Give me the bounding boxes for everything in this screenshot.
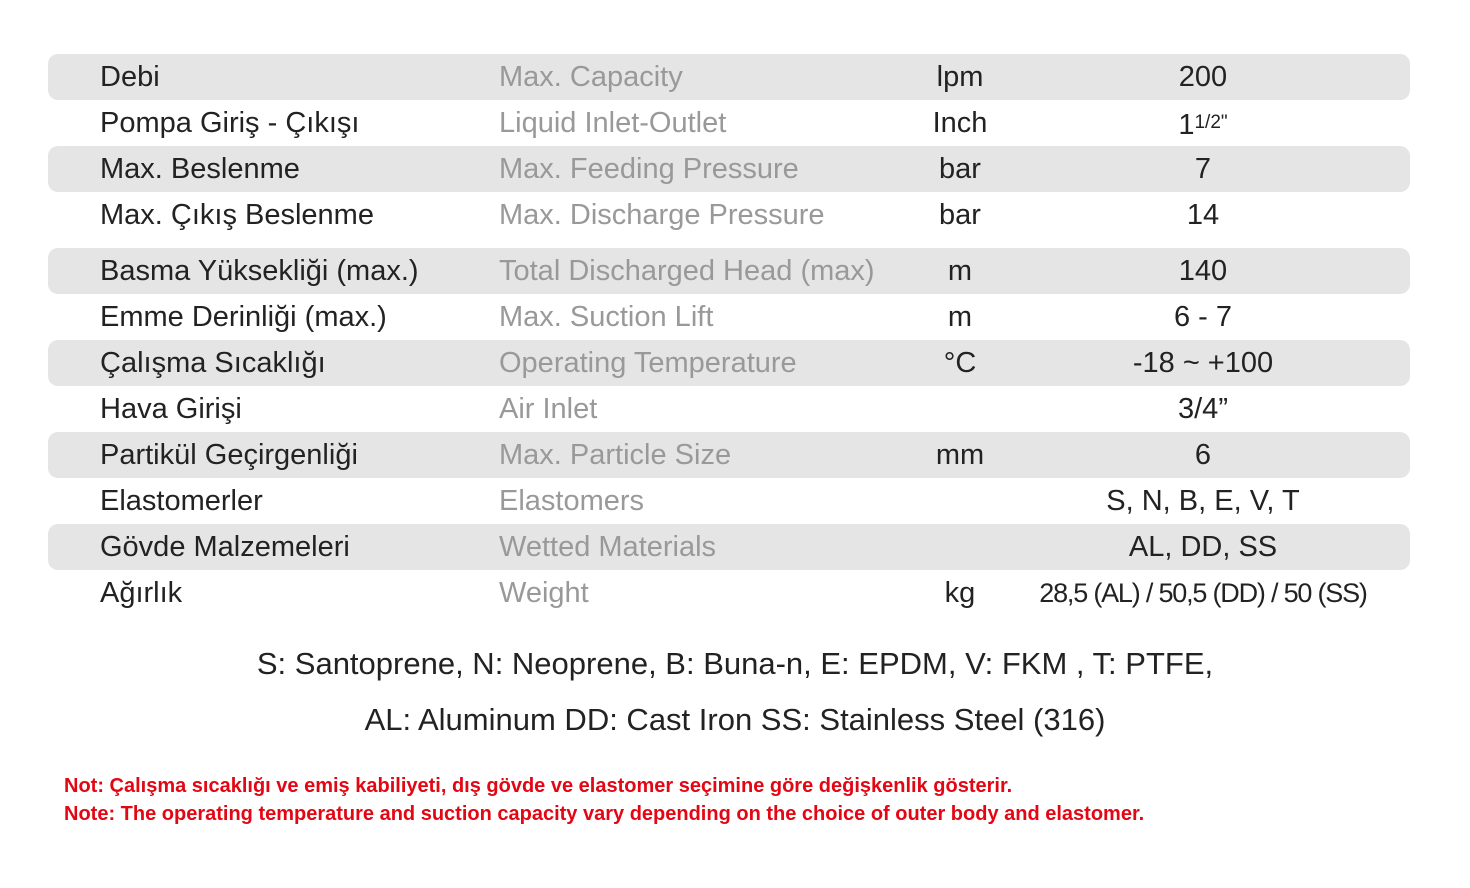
spec-label-en: Max. Particle Size (499, 439, 732, 471)
spec-value: 200 (1178, 61, 1228, 93)
spec-value: -18 ~ +100 (1132, 347, 1274, 379)
spec-row-discharge-pressure (48, 192, 1410, 238)
spec-row-particle-size (48, 432, 1410, 478)
spec-row-suction-lift (48, 294, 1410, 340)
spec-unit: m (947, 255, 973, 287)
footnotes (64, 772, 1144, 828)
spec-table (48, 54, 1410, 616)
note-english: Note: The operating temperature and suction capacity vary depending on the choice of outer body and elastomer. (64, 803, 1145, 825)
spec-label-tr: Basma Yüksekliği (max.) (100, 255, 419, 287)
spec-label-tr: Elastomerler (100, 485, 263, 517)
spec-label-tr: Emme Derinliği (max.) (100, 301, 387, 333)
spec-value: 3/4” (1178, 393, 1228, 425)
spec-label-en: Air Inlet (499, 393, 598, 425)
legend-elastomers: S: Santoprene, N: Neoprene, B: Buna-n, E: EPDM, V: FKM , T: PTFE, (256, 646, 1214, 681)
spec-label-tr: Partikül Geçirgenliği (100, 439, 358, 471)
spec-row-inlet-outlet (48, 100, 1410, 146)
spec-unit: bar (939, 153, 981, 185)
spec-label-en: Elastomers (499, 485, 645, 517)
spec-label-tr: Max. Çıkış Beslenme (100, 199, 374, 231)
spec-unit: °C (943, 347, 977, 379)
spec-unit: kg (944, 577, 976, 609)
spec-row-elastomers (48, 478, 1410, 524)
note-turkish: Not: Çalışma sıcaklığı ve emiş kabiliyeti, dış gövde ve elastomer seçimine göre değişkenlik gösterir. (64, 775, 1013, 797)
spec-label-tr: Pompa Giriş - Çıkışı (100, 107, 360, 139)
spec-label-tr: Çalışma Sıcaklığı (100, 347, 326, 379)
spec-label-en: Operating Temperature (499, 347, 797, 379)
spec-label-tr: Gövde Malzemeleri (100, 531, 350, 563)
spec-value: 140 (1178, 255, 1228, 287)
spec-label-en: Max. Capacity (499, 61, 683, 93)
spec-unit: m (947, 301, 973, 333)
spec-label-tr: Max. Beslenme (100, 153, 300, 185)
spec-unit: lpm (936, 61, 984, 93)
spec-label-en: Weight (499, 577, 589, 609)
spec-value: 6 (1194, 439, 1212, 471)
spec-value-container (998, 100, 1408, 148)
spec-row-operating-temperature (48, 340, 1410, 386)
spec-row-feeding-pressure (48, 146, 1410, 192)
spec-label-en: Max. Feeding Pressure (499, 153, 799, 185)
spec-label-tr: Hava Girişi (100, 393, 242, 425)
spec-unit: bar (939, 199, 981, 231)
spec-value-fraction: 1/2" (1194, 112, 1228, 133)
spec-unit: mm (935, 439, 985, 471)
spec-label-en: Total Discharged Head (max) (499, 255, 875, 287)
spec-row-capacity (48, 54, 1410, 100)
spec-label-en: Max. Discharge Pressure (499, 199, 825, 231)
spec-row-weight (48, 570, 1410, 616)
spec-row-air-inlet (48, 386, 1410, 432)
spec-label-tr: Ağırlık (100, 577, 183, 609)
spec-row-wetted-materials (48, 524, 1410, 570)
spec-value: 7 (1194, 153, 1212, 185)
spec-label-tr: Debi (100, 61, 160, 93)
spec-value: 14 (1186, 199, 1220, 231)
spec-label-en: Liquid Inlet-Outlet (499, 107, 727, 139)
spec-label-en: Wetted Materials (499, 531, 717, 563)
spec-value: 28,5 (AL) / 50,5 (DD) / 50 (SS) (1039, 578, 1367, 608)
spec-value: 6 - 7 (1173, 301, 1233, 333)
legend-materials: AL: Aluminum DD: Cast Iron SS: Stainless Steel (316) (364, 702, 1106, 737)
spec-label-en: Max. Suction Lift (499, 301, 714, 333)
spec-value: S, N, B, E, V, T (1106, 485, 1300, 517)
spec-row-discharged-head (48, 248, 1410, 294)
spec-value: 1 (1178, 109, 1195, 141)
spec-value: AL, DD, SS (1128, 531, 1278, 563)
spec-unit: Inch (932, 107, 988, 139)
